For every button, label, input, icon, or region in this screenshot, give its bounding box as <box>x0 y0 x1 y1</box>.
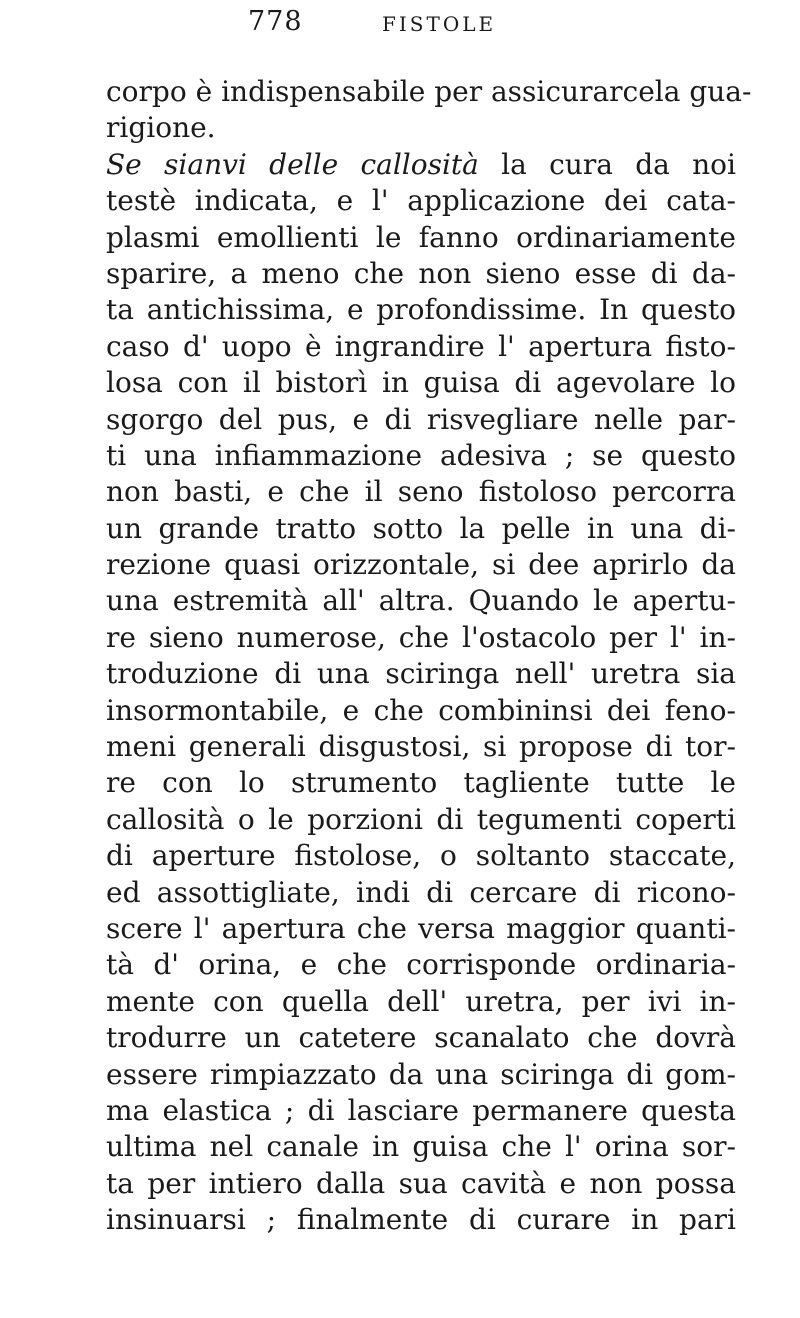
text-line: re sieno numerose, che l'ostacolo per l' in- <box>106 620 736 654</box>
text-run: la cura da noi <box>478 147 736 181</box>
text-line: insinuarsi ; finalmente di curare in pari <box>106 1203 736 1237</box>
text-line: di aperture fistolose, o soltanto staccate, <box>106 839 736 873</box>
text-line: ma elastica ; di lasciare permanere questa <box>106 1093 736 1127</box>
text-line-italic-lead <box>106 147 736 183</box>
text-line: ta antichissima, e profondissime. In questo <box>106 293 736 327</box>
text-line: un grande tratto sotto la pelle in una di- <box>106 511 736 545</box>
text-line: caso d' uopo è ingrandire l' apertura fisto- <box>106 329 736 363</box>
text-line: ta per intiero dalla sua cavità e non possa <box>106 1166 736 1200</box>
text-line: ed assottigliate, indi di cercare di ricono- <box>106 875 736 909</box>
text-line: ti una infiammazione adesiva ; se questo <box>106 438 736 472</box>
text-line: sparire, a meno che non sieno esse di da- <box>106 256 736 290</box>
text-line: ultima nel canale in guisa che l' orina sor- <box>106 1130 736 1164</box>
page-number: 778 <box>248 6 303 37</box>
text-line: re con lo strumento tagliente tutte le <box>106 766 736 800</box>
italic-phrase: Se sianvi delle callosità <box>106 147 479 181</box>
text-line: non basti, e che il seno fistoloso percorra <box>106 475 736 509</box>
text-line: rigione. <box>106 111 216 145</box>
text-line: sgorgo del pus, e di risvegliare nelle par- <box>106 402 736 436</box>
text-line: plasmi emollienti le fanno ordinariamente <box>106 220 736 254</box>
text-line: rezione quasi orizzontale, si dee aprirlo da <box>106 548 736 582</box>
text-line: troduzione di una sciringa nell' uretra sia <box>106 657 736 691</box>
text-line: testè indicata, e l' applicazione dei cata- <box>106 184 736 218</box>
text-line: essere rimpiazzato da una sciringa di gom- <box>106 1057 736 1091</box>
body-text <box>106 74 752 1239</box>
text-line: tà d' orina, e che corrisponde ordinaria- <box>106 948 736 982</box>
text-line: mente con quella dell' uretra, per ivi in- <box>106 984 736 1018</box>
text-line: una estremità all' altra. Quando le apertu- <box>106 584 736 618</box>
text-line: trodurre un catetere scanalato che dovrà <box>106 1021 736 1055</box>
text-line: insormontabile, e che combininsi dei feno- <box>106 693 736 727</box>
text-line: callosità o le porzioni di tegumenti coperti <box>106 802 736 836</box>
text-line: losa con il bistorì in guisa di agevolare lo <box>106 366 736 400</box>
text-line: scere l' apertura che versa maggior quanti- <box>106 911 736 945</box>
running-head: FISTOLE <box>382 12 497 36</box>
text-line: corpo è indispensabile per assicurarcela gua- <box>106 75 752 108</box>
text-line: meni generali disgustosi, si propose di tor- <box>106 730 736 764</box>
